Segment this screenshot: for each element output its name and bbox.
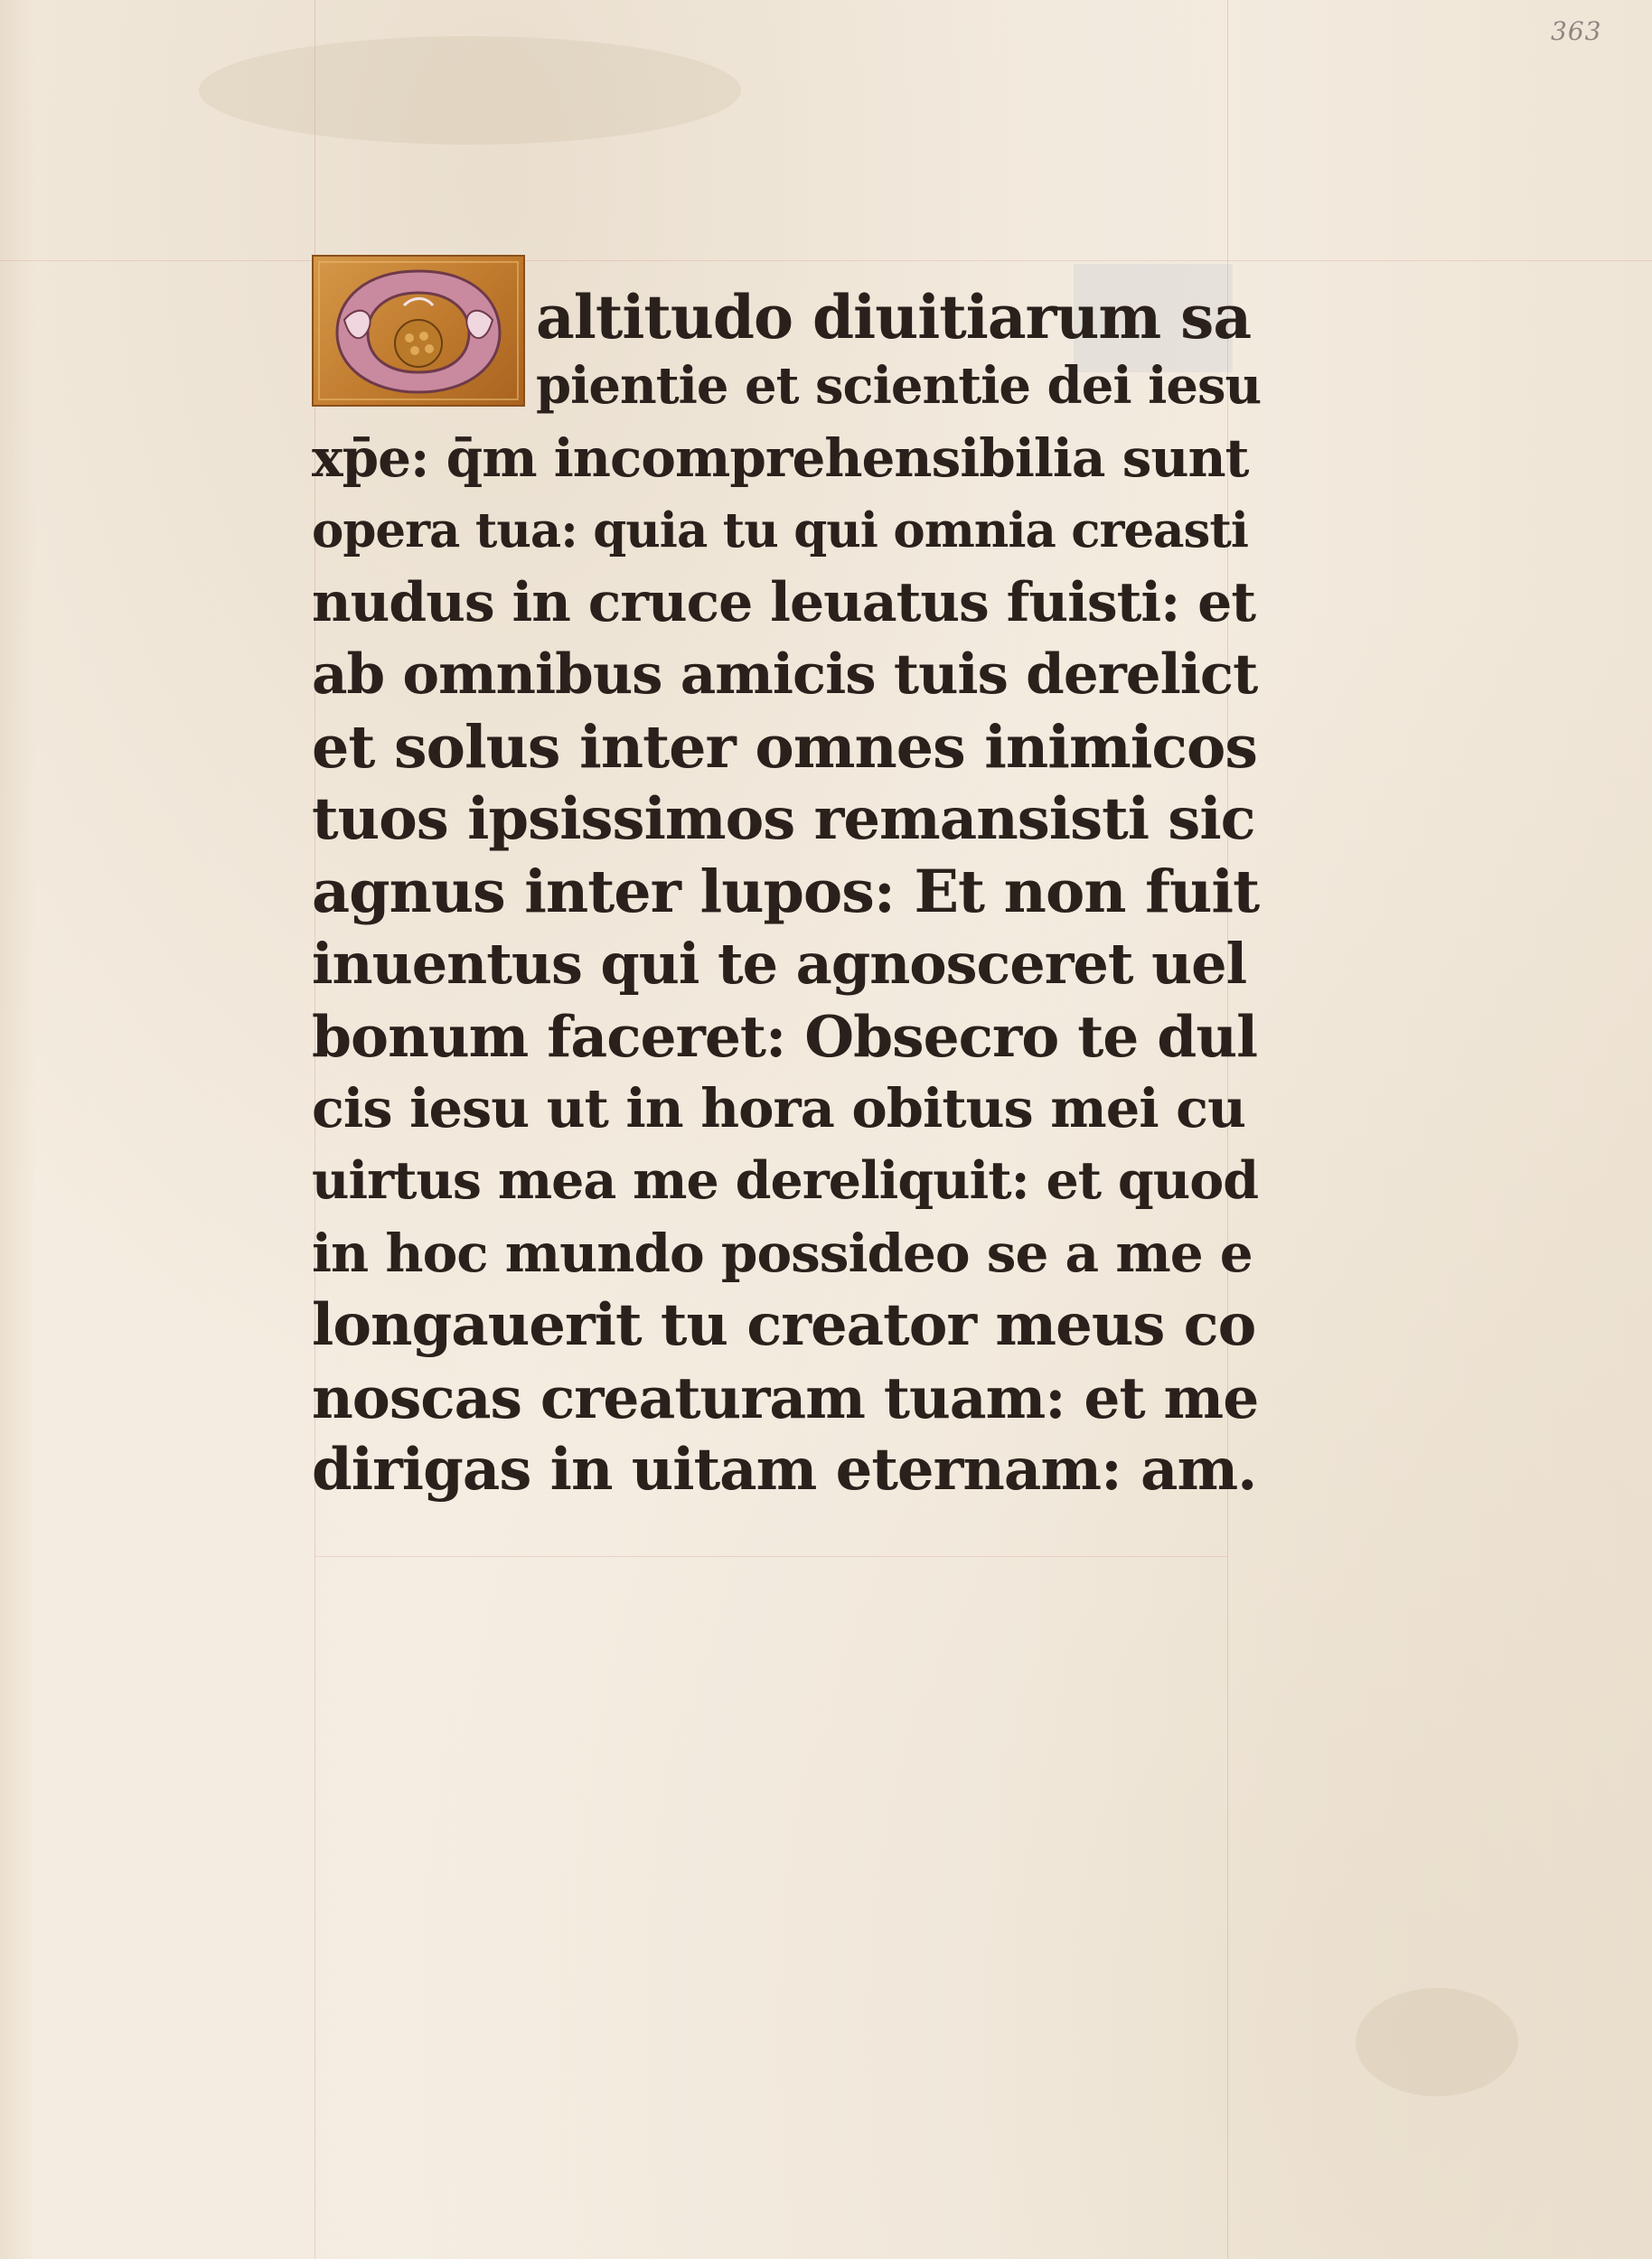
- parchment-stain: [1356, 1988, 1518, 2096]
- text-line: in hoc mundo possideo se a me e: [312, 1223, 1253, 1284]
- text-line: nudus in cruce leuatus fuisti: et: [312, 571, 1256, 634]
- text-line: altitudo diuitiarum sa: [536, 282, 1252, 352]
- text-line: cis iesu ut in hora obitus mei cu: [312, 1077, 1246, 1139]
- text-line: opera tua: quia tu qui omnia creasti: [312, 502, 1248, 558]
- text-line: xp̄e: q̄m incomprehensibilia sunt: [312, 427, 1249, 489]
- folio-number: 363: [1551, 16, 1602, 46]
- text-line: longauerit tu creator meus co: [312, 1291, 1256, 1359]
- text-line: et solus inter omnes inimicos: [312, 713, 1257, 782]
- text-line: uirtus mea me dereliquit: et quod: [312, 1150, 1259, 1211]
- parchment-stain: [199, 36, 741, 145]
- text-line: pientie et scientie dei iesu: [536, 356, 1262, 416]
- illuminated-initial: [312, 255, 525, 407]
- text-line: noscas creaturam tuam: et me: [312, 1364, 1259, 1431]
- text-block: [312, 255, 1261, 1556]
- text-line: ab omnibus amicis tuis derelict: [312, 642, 1258, 707]
- ruling-line: [314, 1556, 1227, 1557]
- text-line: dirigas in uitam eternam: am.: [312, 1436, 1257, 1504]
- text-line: agnus inter lupos: Et non fuit: [312, 858, 1260, 926]
- illuminated-initial-o-icon: [314, 257, 523, 405]
- text-line: tuos ipsissimos remansisti sic: [312, 785, 1255, 853]
- text-line: bonum faceret: Obsecro te dul: [312, 1003, 1258, 1070]
- text-line: inuentus qui te agnosceret uel: [312, 931, 1247, 997]
